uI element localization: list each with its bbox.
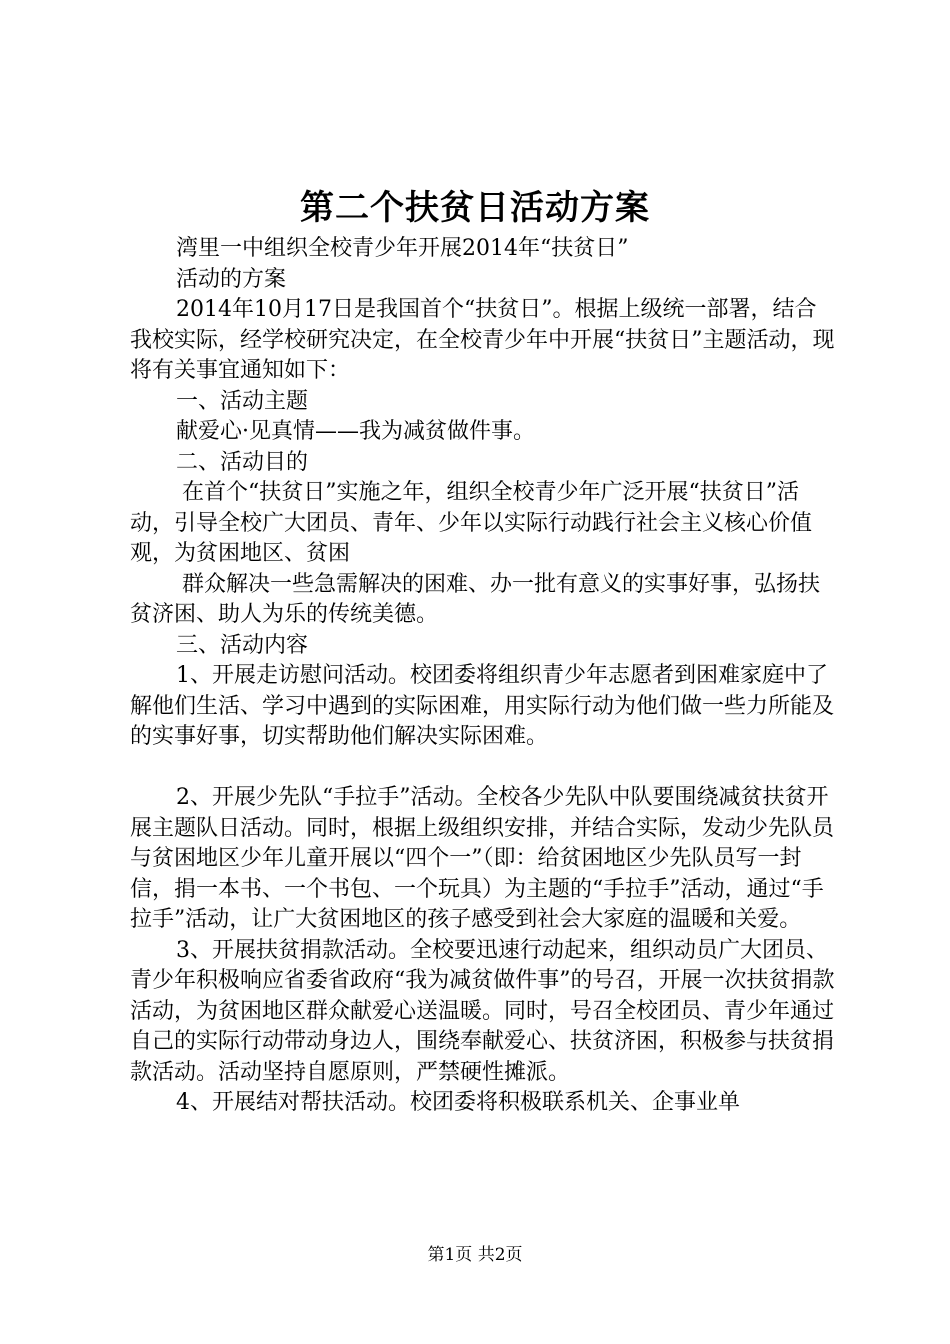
content-item-4: 4、开展结对帮扶活动。校团委将积极联系机关、企事业单 [176, 1090, 740, 1115]
page-footer: 第1页 共2页 [427, 1245, 523, 1265]
document-title: 第二个扶贫日活动方案 [300, 188, 650, 228]
subtitle-line-2: 活动的方案 [176, 266, 287, 292]
content-item-2: 2、开展少先队“手拉手”活动。全校各少先队中队要围绕减贫扶贫开展主题队日活动。同时，根据上级组织安排，并结合实际，发动少先队员与贫困地区少年儿童开展以“四个一”（即：给贫困地区少先队员写一封信，捐一本书、一个书包、一个玩具）为主题的“手拉手”活动，通过“手拉手”活动，让广大贫困地区的孩子感受到社会大家庭的温暖和关爱。 [130, 785, 835, 932]
subtitle-line-1: 湾里一中组织全校青少年开展2014年“扶贫日” [176, 236, 629, 261]
content-item-1: 1、开展走访慰问活动。校团委将组织青少年志愿者到困难家庭中了解他们生活、学习中遇到的实际困难，用实际行动为他们做一些力所能及的实事好事，切实帮助他们解决实际困难。 [130, 663, 835, 749]
theme-paragraph: 献爱心·见真情——我为减贫做件事。 [176, 419, 535, 444]
section-heading-theme: 一、活动主题 [176, 388, 309, 414]
purpose-paragraph-2: 群众解决一些急需解决的困难、办一批有意义的实事好事，弘扬扶贫济困、助人为乐的传统美德。 [130, 571, 821, 627]
section-heading-purpose: 二、活动目的 [176, 449, 309, 475]
intro-paragraph: 2014年10月17日是我国首个“扶贫日”。根据上级统一部署，结合我校实际，经学校研究决定，在全校青少年中开展“扶贫日”主题活动，现将有关事宜通知如下： [130, 297, 835, 383]
section-heading-content: 三、活动内容 [176, 632, 309, 658]
purpose-paragraph-1: 在首个“扶贫日”实施之年，组织全校青少年广泛开展“扶贫日”活动，引导全校广大团员、青年、少年以实际行动践行社会主义核心价值观，为贫困地区、贫困 [130, 480, 813, 566]
document-body [130, 234, 835, 1119]
blank-line [130, 753, 835, 784]
content-item-3: 3、开展扶贫捐款活动。全校要迅速行动起来，组织动员广大团员、青少年积极响应省委省政府“我为减贫做件事”的号召，开展一次扶贫捐款活动，为贫困地区群众献爱心送温暖。同时，号召全校团员、青少年通过自己的实际行动带动身边人，围绕奉献爱心、扶贫济困，积极参与扶贫捐款活动。活动坚持自愿原则，严禁硬性摊派。 [130, 937, 835, 1085]
